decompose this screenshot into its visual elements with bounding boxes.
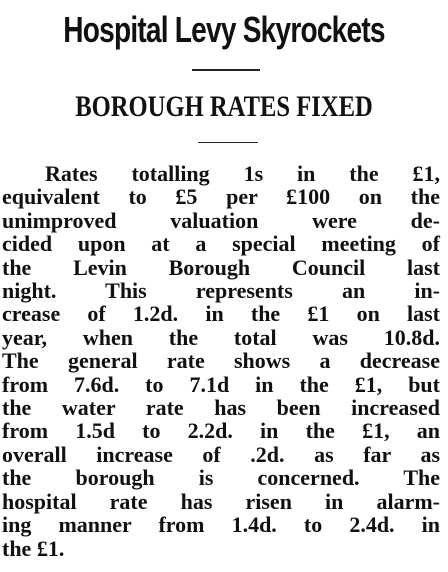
body-line: crease of 1.2d. in the £1 on last	[2, 301, 440, 327]
body-line: Rates totalling 1s in the £1,	[45, 161, 440, 186]
body-line: hospital rate has risen in alarm-	[2, 488, 440, 514]
body-line: the Levin Borough Council last	[2, 254, 440, 280]
body-line: equivalent to £5 per £100 on the	[2, 184, 440, 210]
article-body	[2, 162, 440, 560]
body-line: cided upon at a special meeting of	[2, 231, 440, 257]
body-line: from 7.6d. to 7.1d in the £1, but	[2, 371, 440, 397]
body-line: The general rate shows a decrease	[2, 348, 440, 374]
body-line: the water rate has been increased	[2, 395, 440, 421]
body-line: ing manner from 1.4d. to 2.4d. in	[2, 512, 440, 538]
headline: Hospital Levy Skyrockets	[63, 9, 385, 50]
body-line: overall increase of .2d. as far as	[2, 441, 440, 467]
body-line: from 1.5d to 2.2d. in the £1, an	[2, 418, 440, 444]
body-line: year, when the total was 10.8d.	[2, 324, 440, 350]
subheadline: BOROUGH RATES FIXED	[75, 90, 373, 123]
subheadline-divider	[198, 142, 258, 143]
body-line: the borough is concerned. The	[2, 465, 440, 491]
body-line: the £1.	[2, 535, 65, 561]
headline-divider	[192, 69, 260, 71]
body-line: unimproved valuation were de-	[2, 207, 440, 233]
body-line: night. This represents an in-	[2, 278, 440, 304]
